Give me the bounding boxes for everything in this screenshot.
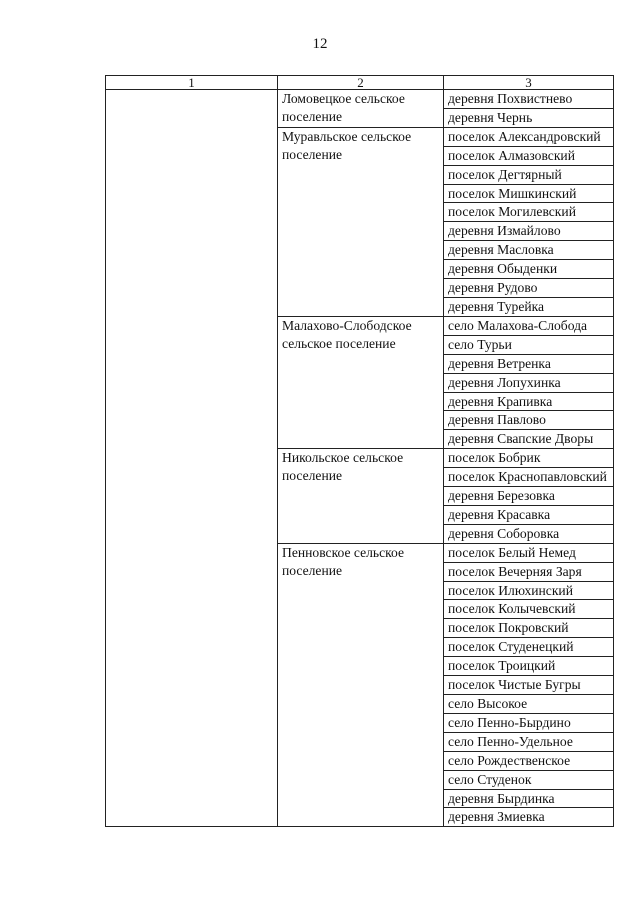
- settlement-name: Малахово-Слободское сельское поселение: [278, 316, 444, 448]
- village-name: поселок Покровский: [444, 619, 614, 638]
- village-name: село Студенок: [444, 770, 614, 789]
- settlements-table: [105, 75, 614, 827]
- village-name: деревня Обыденки: [444, 260, 614, 279]
- settlement-name: Никольское сельское поселение: [278, 449, 444, 544]
- village-name: деревня Березовка: [444, 487, 614, 506]
- settlement-name: Муравльское сельское поселение: [278, 127, 444, 316]
- village-name: село Турьи: [444, 335, 614, 354]
- village-name: деревня Масловка: [444, 241, 614, 260]
- village-name: село Пенно-Удельное: [444, 732, 614, 751]
- village-name: поселок Александровский: [444, 127, 614, 146]
- village-name: село Рождественское: [444, 751, 614, 770]
- village-name: деревня Крапивка: [444, 392, 614, 411]
- village-name: поселок Могилевский: [444, 203, 614, 222]
- column-header-1: 1: [106, 76, 278, 90]
- village-name: деревня Соборовка: [444, 524, 614, 543]
- header-row: [106, 76, 614, 90]
- settlement-name: Пенновское сельское поселение: [278, 543, 444, 827]
- village-name: деревня Рудово: [444, 279, 614, 298]
- village-name: деревня Павлово: [444, 411, 614, 430]
- village-name: деревня Похвистнево: [444, 90, 614, 109]
- village-name: деревня Турейка: [444, 297, 614, 316]
- village-name: поселок Чистые Бугры: [444, 676, 614, 695]
- village-name: деревня Змиевка: [444, 808, 614, 827]
- village-name: поселок Дегтярный: [444, 165, 614, 184]
- table-row: [106, 90, 614, 109]
- village-name: поселок Студенецкий: [444, 638, 614, 657]
- column-1-cell: [106, 90, 278, 827]
- village-name: село Малахова-Слобода: [444, 316, 614, 335]
- village-name: поселок Бобрик: [444, 449, 614, 468]
- column-header-2: 2: [278, 76, 444, 90]
- village-name: деревня Измайлово: [444, 222, 614, 241]
- village-name: деревня Красавка: [444, 505, 614, 524]
- village-name: поселок Краснопавловский: [444, 468, 614, 487]
- village-name: поселок Илюхинский: [444, 581, 614, 600]
- village-name: поселок Колычевский: [444, 600, 614, 619]
- village-name: село Пенно-Бырдино: [444, 713, 614, 732]
- column-header-3: 3: [444, 76, 614, 90]
- village-name: деревня Бырдинка: [444, 789, 614, 808]
- village-name: поселок Алмазовский: [444, 146, 614, 165]
- table-body: [106, 90, 614, 827]
- village-name: поселок Троицкий: [444, 657, 614, 676]
- village-name: деревня Лопухинка: [444, 373, 614, 392]
- page-number: 12: [312, 36, 328, 52]
- village-name: поселок Вечерняя Заря: [444, 562, 614, 581]
- village-name: поселок Мишкинский: [444, 184, 614, 203]
- village-name: деревня Свапские Дворы: [444, 430, 614, 449]
- settlement-name: Ломовецкое сельское поселение: [278, 90, 444, 128]
- village-name: село Высокое: [444, 695, 614, 714]
- village-name: деревня Чернь: [444, 108, 614, 127]
- village-name: поселок Белый Немед: [444, 543, 614, 562]
- village-name: деревня Ветренка: [444, 354, 614, 373]
